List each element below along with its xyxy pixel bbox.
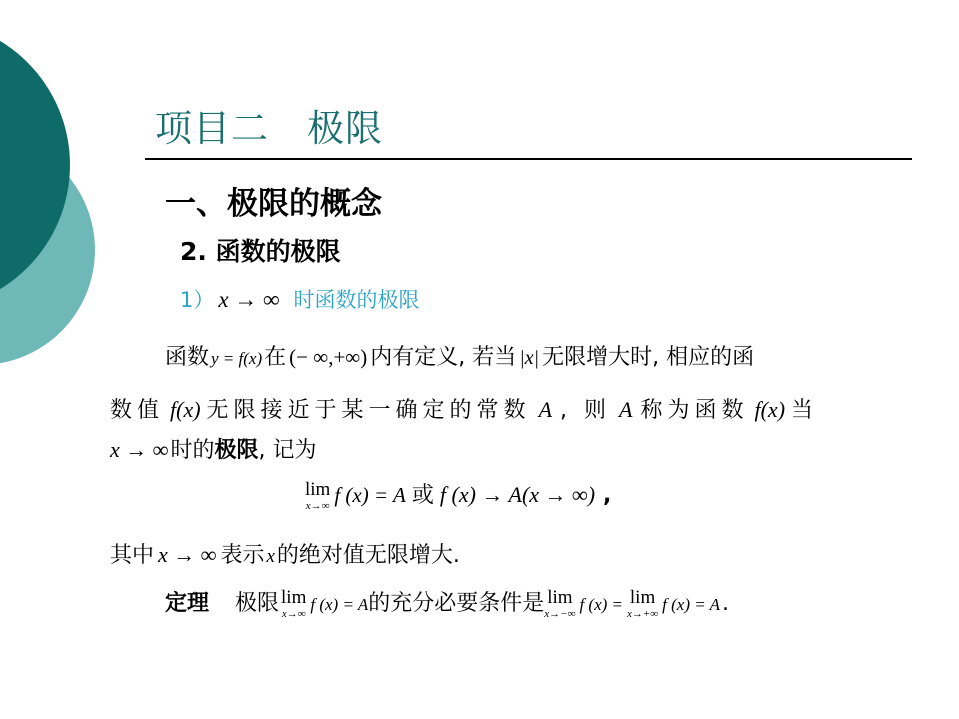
lim-subscript: x→−∞ bbox=[544, 608, 576, 620]
formula-line bbox=[305, 478, 611, 512]
page-title: 项目二 极限 bbox=[155, 107, 383, 150]
lim-text: lim bbox=[547, 587, 573, 608]
math-inline: A bbox=[538, 397, 553, 422]
text: , bbox=[603, 483, 612, 508]
paragraph-1 bbox=[165, 340, 754, 371]
math-inline: (− ∞,+∞) bbox=[289, 345, 368, 369]
limit-operator bbox=[627, 588, 658, 620]
text: . bbox=[722, 591, 730, 616]
text: 函数 bbox=[165, 345, 210, 370]
math-inline: x → ∞ bbox=[158, 542, 217, 567]
text: 其中 bbox=[110, 543, 155, 568]
math-inline: y = f(x) bbox=[211, 349, 263, 368]
text: , 则 bbox=[560, 398, 612, 423]
text: 在 bbox=[264, 345, 287, 370]
math-inline: f (x) = bbox=[579, 595, 623, 614]
item-number: 1） bbox=[180, 288, 215, 312]
theorem-label: 定理 bbox=[165, 591, 210, 616]
item-math: x → ∞ bbox=[218, 287, 280, 312]
lim-text: lim bbox=[629, 587, 656, 608]
lim-text: lim bbox=[281, 587, 307, 608]
paragraph-4 bbox=[110, 538, 460, 569]
text: 数值 bbox=[110, 398, 165, 423]
item-heading bbox=[180, 284, 419, 314]
section-heading: 一、极限的概念 bbox=[165, 186, 382, 222]
text: , 记为 bbox=[258, 438, 317, 463]
text: 称为函数 bbox=[640, 398, 749, 423]
paragraph-3 bbox=[110, 433, 316, 464]
math-inline: f(x) bbox=[754, 397, 786, 422]
theorem-line bbox=[165, 586, 729, 620]
text: 时的 bbox=[170, 438, 215, 463]
text: 的绝对值无限增大. bbox=[276, 543, 460, 568]
math-inline: x → ∞ bbox=[110, 437, 169, 462]
text: 的充分必要条件是 bbox=[368, 591, 545, 616]
math-inline: A bbox=[619, 397, 633, 422]
title-divider bbox=[145, 158, 912, 160]
lim-subscript: x→∞ bbox=[281, 608, 306, 620]
math-inline: x bbox=[266, 546, 275, 567]
item-label: 时函数的极限 bbox=[293, 288, 420, 312]
math-inline: f (x) = A bbox=[662, 595, 721, 614]
math-inline: f(x) bbox=[170, 397, 201, 422]
limit-operator bbox=[544, 588, 575, 620]
lim-text: lim bbox=[305, 479, 331, 500]
text: 当 bbox=[791, 398, 819, 423]
limit-operator bbox=[305, 480, 330, 512]
limit-operator bbox=[281, 588, 306, 620]
text: 内有定义, 若当 bbox=[370, 345, 517, 370]
text: 无限接近于某一确定的常数 bbox=[206, 398, 531, 423]
text: 极限 bbox=[235, 591, 280, 616]
lim-subscript: x→+∞ bbox=[627, 608, 659, 620]
math-inline: |x| bbox=[519, 347, 540, 369]
text: 表示 bbox=[220, 543, 265, 568]
math-inline: f (x) = A bbox=[310, 595, 369, 614]
text-bold: 极限 bbox=[214, 438, 259, 463]
lim-subscript: x→∞ bbox=[305, 500, 330, 512]
subsection-heading: 2. 函数的极限 bbox=[180, 237, 341, 266]
math-inline: f (x) = A bbox=[334, 483, 406, 507]
math-inline: f (x) → A(x → ∞) bbox=[439, 482, 596, 507]
text: 无限增大时, 相应的函 bbox=[542, 345, 755, 370]
paragraph-2 bbox=[110, 393, 818, 424]
text: 或 bbox=[411, 483, 434, 508]
